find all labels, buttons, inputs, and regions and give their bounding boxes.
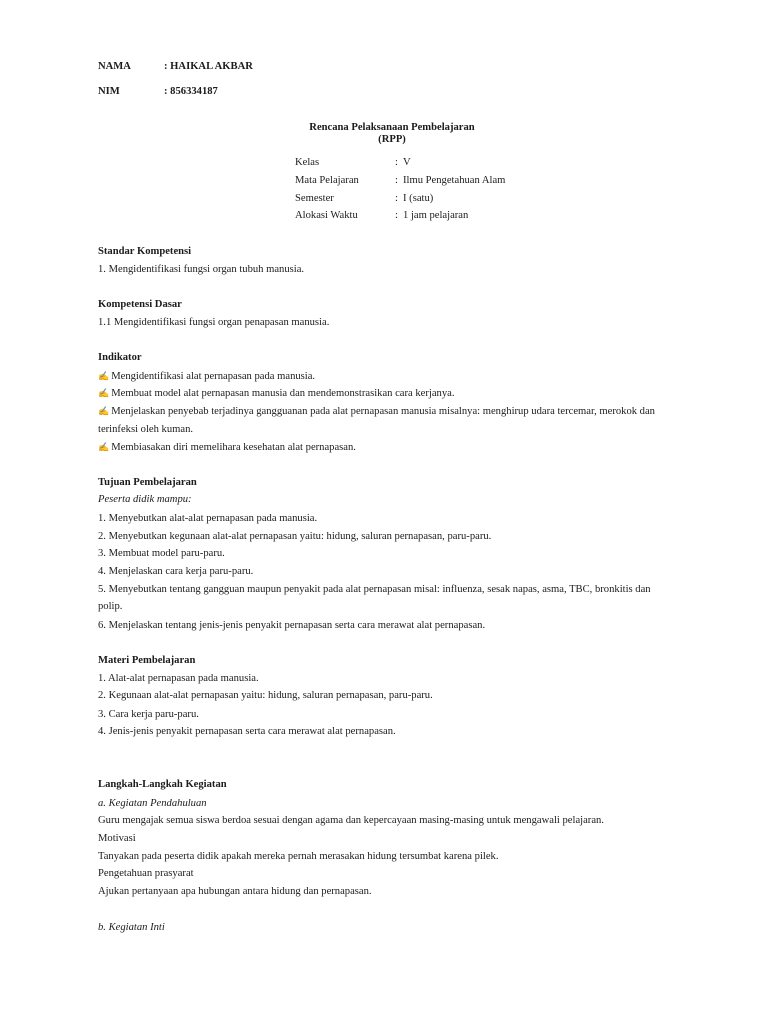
indikator-heading: Indikator (98, 352, 142, 363)
info-colon: : (395, 193, 398, 204)
standar-item: 1. Mengidentifikasi fungsi organ tubuh manusia. (98, 264, 305, 275)
tujuan-item: 1. Menyebutkan alat-alat pernapasan pada manusia. (98, 513, 318, 524)
doc-title-rpp: (RPP) (378, 134, 406, 145)
materi-heading: Materi Pembelajaran (98, 655, 196, 666)
indikator-item: ✍ Membiasakan diri memelihara kesehatan alat pernapasan. (98, 442, 356, 453)
doc-title: Rencana Pelaksanaan Pembelajaran (309, 122, 475, 133)
name-label: NAMA (98, 61, 131, 72)
langkah-line: Tanyakan pada peserta didik apakah mereka pernah merasakan hidung tersumbat karena pilek. (98, 851, 499, 862)
materi-item: 4. Jenis-jenis penyakit pernapasan serta cara merawat alat pernapasan. (98, 726, 396, 737)
info-value-kelas: V (403, 157, 411, 168)
tujuan-item: 3. Membuat model paru-paru. (98, 548, 225, 559)
writing-hand-icon: ✍ (98, 406, 110, 416)
writing-hand-icon: ✍ (98, 442, 110, 452)
info-value-mapel: Ilmu Pengetahuan Alam (403, 175, 506, 186)
tujuan-item: 4. Menjelaskan cara kerja paru-paru. (98, 566, 254, 577)
writing-hand-icon: ✍ (98, 371, 110, 381)
langkah-line: Ajukan pertanyaan apa hubungan antara hidung dan pernapasan. (98, 886, 372, 897)
info-label-kelas: Kelas (295, 157, 320, 168)
langkah-line: Pengetahuan prasyarat (98, 868, 194, 879)
kegiatan-pendahuluan-subheading: a. Kegiatan Pendahuluan (98, 798, 207, 809)
tujuan-heading: Tujuan Pembelajaran (98, 477, 197, 488)
langkah-heading: Langkah-Langkah Kegiatan (98, 779, 227, 790)
dasar-heading: Kompetensi Dasar (98, 299, 182, 310)
info-colon: : (395, 210, 398, 221)
materi-item: 1. Alat-alat pernapasan pada manusia. (98, 673, 259, 684)
info-label-semester: Semester (295, 193, 334, 204)
info-label-mapel: Mata Pelajaran (295, 175, 359, 186)
tujuan-item: 2. Menyebutkan kegunaan alat-alat pernapasan yaitu: hidung, saluran pernapasan, paru-paru. (98, 531, 492, 542)
tujuan-subtitle: Peserta didik mampu: (98, 494, 192, 505)
nim-label: NIM (98, 86, 120, 97)
info-value-semester: I (satu) (403, 193, 434, 204)
materi-item: 3. Cara kerja paru-paru. (98, 709, 199, 720)
name-value: : HAIKAL AKBAR (164, 61, 253, 72)
info-colon: : (395, 157, 398, 168)
tujuan-item: 6. Menjelaskan tentang jenis-jenis penyakit pernapasan serta cara merawat alat pernapasan. (98, 620, 486, 631)
info-colon: : (395, 175, 398, 186)
indikator-item: ✍ Membuat model alat pernapasan manusia dan mendemonstrasikan cara kerjanya. (98, 388, 455, 399)
dasar-item: 1.1 Mengidentifikasi fungsi organ penapasan manusia. (98, 317, 330, 328)
indikator-item-continued: terinfeksi oleh kuman. (98, 424, 194, 435)
indikator-item: ✍ Menjelaskan penyebab terjadinya gangguanan pada alat pernapasan manusia misalnya: menghirup udara tercemar, merokok dan (98, 406, 655, 417)
writing-hand-icon: ✍ (98, 388, 110, 398)
tujuan-item: 5. Menyebutkan tentang gangguan maupun penyakit pada alat pernapasan misal: influenza, sesak napas, asma, TBC, bronkitis dan (98, 584, 651, 595)
langkah-line: Guru mengajak semua siswa berdoa sesuai dengan agama dan kepercayaan masing-masing untuk mengawali pelajaran. (98, 815, 604, 826)
langkah-line: Motivasi (98, 833, 136, 844)
kegiatan-inti-subheading: b. Kegiatan Inti (98, 922, 165, 933)
nim-value: : 856334187 (164, 86, 218, 97)
materi-item: 2. Kegunaan alat-alat pernapasan yaitu: hidung, saluran pernapasan, paru-paru. (98, 690, 433, 701)
indikator-item: ✍ Mengidentifikasi alat pernapasan pada manusia. (98, 371, 316, 382)
tujuan-item-continued: polip. (98, 601, 123, 612)
standar-heading: Standar Kompetensi (98, 246, 192, 257)
info-label-alokasi: Alokasi Waktu (295, 210, 358, 221)
info-value-alokasi: 1 jam pelajaran (403, 210, 469, 221)
